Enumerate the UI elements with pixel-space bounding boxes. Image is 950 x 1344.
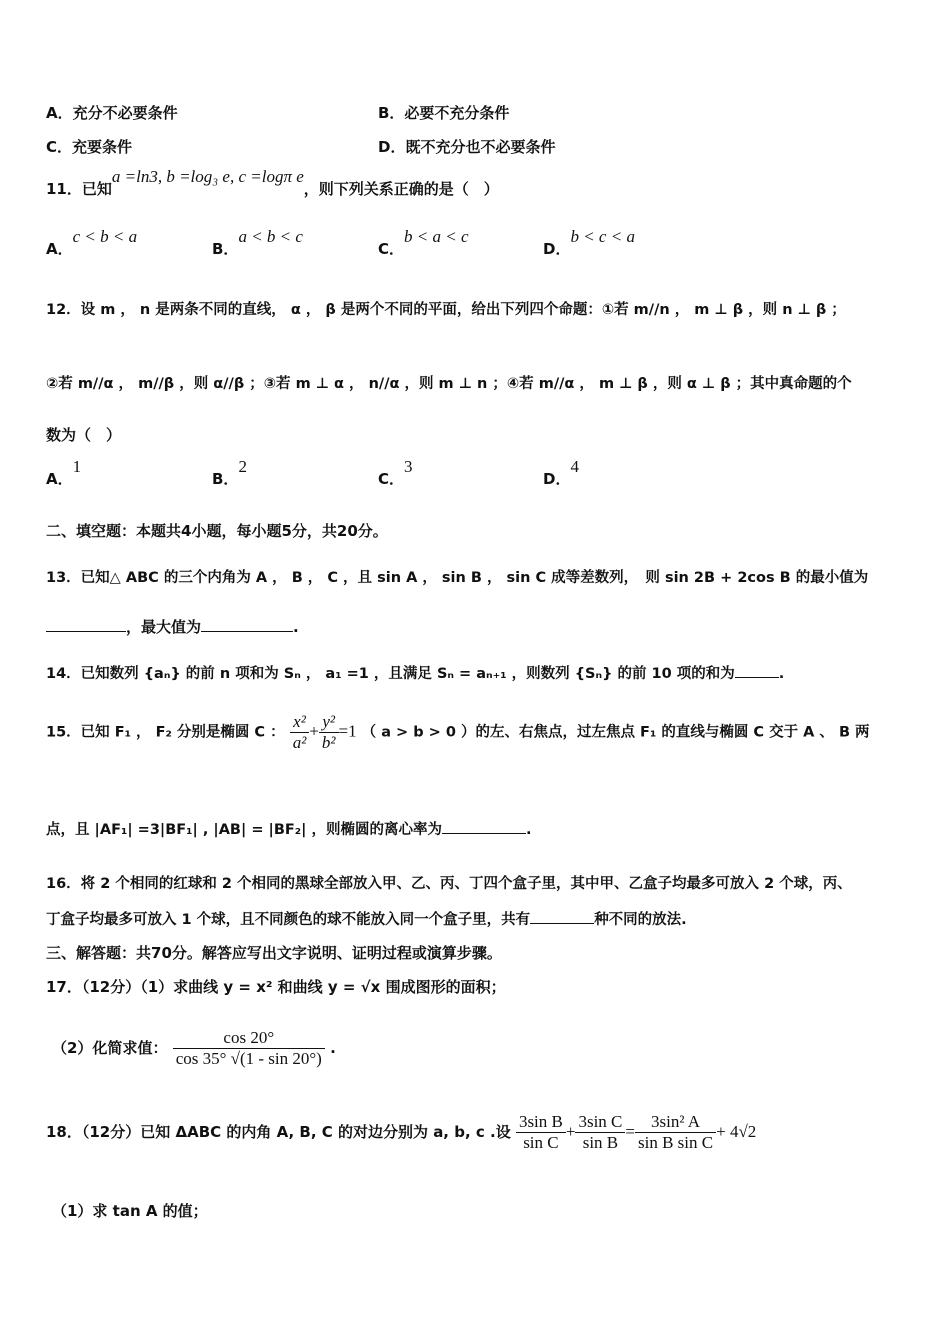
q17-part-2: （2）化简求值： $\frac{\cos 20^\circ}{\cos 35^\circ √(1 - \sin 20^\circ)}$ . [52, 1028, 336, 1068]
q10-option-a: A．充分不必要条件 [46, 104, 178, 122]
q11-option-b: B．a < b < c [212, 227, 303, 258]
q10-option-c: C．充要条件 [46, 138, 133, 156]
q17-fraction: $\frac{\cos 20^\circ}{\cos 35^\circ √(1 - \sin 20^\circ)}$ [173, 1028, 325, 1069]
q11-prefix: 11．已知 [46, 180, 112, 198]
section-3-heading: 三、解答题：共70分。解答应写出文字说明、证明过程或演算步骤。 [46, 944, 502, 962]
q18-stem: 18．（12分）已知 ΔABC 的内角 A, B, C 的对边分别为 a, b, c .设 $\frac{\text{3sin B}}{\text{sin C}}$ + $\frac{\text{3sin C}}{\text{sin B}}$ = $\frac{\text{3sin² A}}{\text{sin B sin C}}$ + 4√2 [46, 1112, 757, 1152]
q10-option-d: D．既不充分也不必要条件 [378, 138, 556, 156]
q16-blank[interactable] [530, 923, 594, 924]
q16-line-2: 丁盒子均最多可放入 1 个球，且不同颜色的球不能放入同一个盒子里，共有 种不同的放法. [46, 912, 687, 928]
q15-frac-y: $\frac{\text{y²}}{\text{b²}}$ [319, 712, 339, 753]
q15-blank[interactable] [442, 833, 526, 834]
q12-option-a: A．1 [46, 457, 82, 488]
q12-option-c: C．3 [378, 457, 413, 488]
q13-line-1: 13．已知△ ABC 的三个内角为 A ， B ， C ，且 sin A ， sin B ， sin C 成等差数列， 则 sin 2B + 2cos B 的最小值为 [46, 570, 869, 586]
q18-frac-2: $\frac{\text{3sin C}}{\text{sin B}}$ [575, 1112, 625, 1153]
q11-option-c: C．b < a < c [378, 227, 469, 258]
q10-option-b: B．必要不充分条件 [378, 104, 510, 122]
q11-math: a =ln3, b =log₃ e, c =logπ e [111, 167, 304, 186]
q11-option-d: D．b < c < a [543, 227, 635, 258]
q15-line-2: 点，且 |AF₁| =3|BF₁| , |AB| = |BF₂| ，则椭圆的离心率为 . [46, 822, 532, 838]
section-2-heading: 二、填空题：本题共4小题，每小题5分，共20分。 [46, 522, 388, 540]
q14-line: 14．已知数列 {aₙ} 的前 n 项和为 Sₙ ， a₁ =1 ，且满足 Sₙ = aₙ₊₁ ，则数列 {Sₙ} 的前 10 项的和为 . [46, 666, 785, 682]
q15-line-1: 15．已知 F₁ ， F₂ 分别是椭圆 C ： $\frac{\text{x²}}{\text{a²}}$ + $\frac{\text{y²}}{\text{b²}}$ =1 （ a > b > 0 ）的左、右焦点，过左焦点 F₁ 的直线与椭圆 C 交于 A 、 B 两 [46, 712, 870, 752]
q12-option-d: D．4 [543, 457, 579, 488]
q16-line-1: 16．将 2 个相同的红球和 2 个相同的黑球全部放入甲、乙、丙、丁四个盒子里，其中甲、乙盒子均最多可放入 2 个球，丙、 [46, 876, 852, 892]
q18-frac-3: $\frac{\text{3sin² A}}{\text{sin B sin C}}$ [635, 1112, 716, 1153]
q11-stem [46, 167, 499, 199]
q18-part-1: （1）求 tan A 的值； [52, 1202, 208, 1220]
q17-part-1: 17．（12分）（1）求曲线 y = x² 和曲线 y = √x 围成图形的面积； [46, 978, 506, 996]
q12-line-3: 数为（ ） [46, 426, 122, 444]
q13-blank-min[interactable] [46, 631, 126, 632]
q11-option-a: A．c < b < a [46, 227, 138, 258]
q11-suffix: ，则下列关系正确的是（ ） [303, 180, 499, 198]
q18-frac-1: $\frac{\text{3sin B}}{\text{sin C}}$ [516, 1112, 566, 1153]
q14-blank[interactable] [735, 677, 779, 678]
q12-line-1: 12．设 m ， n 是两条不同的直线， α ， β 是两个不同的平面，给出下列四个命题：①若 m//n ， m ⊥ β ，则 n ⊥ β ； [46, 302, 846, 318]
q12-option-b: B．2 [212, 457, 247, 488]
q13-line-2: ，最大值为 . [46, 616, 299, 637]
q15-frac-x: $\frac{\text{x²}}{\text{a²}}$ [290, 712, 310, 753]
q13-blank-max[interactable] [201, 631, 293, 632]
q12-line-2: ②若 m//α ， m//β ，则 α//β ；③若 m ⊥ α ， n//α ，则 m ⊥ n ；④若 m//α ， m ⊥ β ，则 α ⊥ β ；其中真命题的个 [46, 376, 852, 392]
